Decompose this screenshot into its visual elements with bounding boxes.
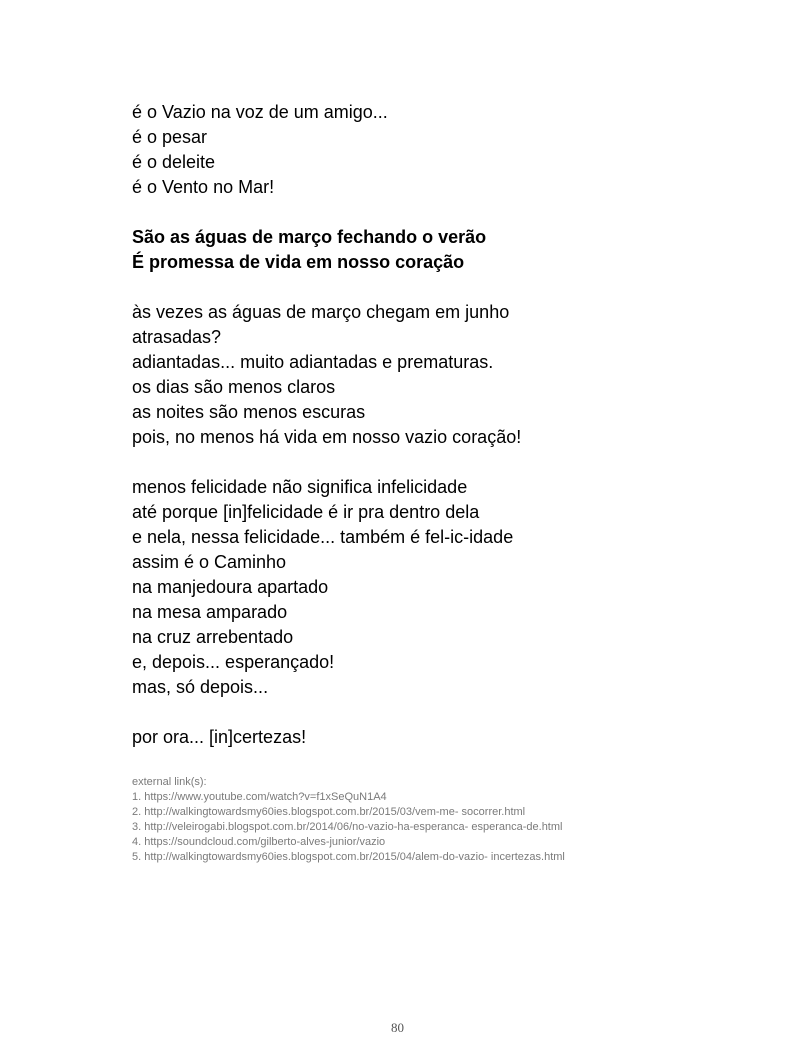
stanza-3 <box>132 300 772 450</box>
stanza-2-refrain <box>132 225 772 275</box>
poem-line: é o pesar <box>132 127 208 147</box>
page-number: 80 <box>391 1020 404 1035</box>
poem-line: os dias são menos claros <box>132 377 336 397</box>
external-links <box>132 775 772 865</box>
poem-line: às vezes as águas de março chegam em junho <box>132 302 510 322</box>
poem-line: até porque [in]felicidade é ir pra dentro dela <box>132 502 480 522</box>
poem-line: atrasadas? <box>132 327 222 347</box>
poem-line: e nela, nessa felicidade... também é fel-ic-idade <box>132 527 514 547</box>
poem-line: menos felicidade não significa infelicidade <box>132 477 468 497</box>
external-link-1[interactable]: 1. https://www.youtube.com/watch?v=f1xSeQuN1A4 <box>132 791 387 803</box>
refrain-line: São as águas de março fechando o verão <box>132 227 487 247</box>
poem-line: na manjedoura apartado <box>132 577 329 597</box>
poem-line: pois, no menos há vida em nosso vazio coração! <box>132 427 522 447</box>
poem-line: e, depois... esperançado! <box>132 652 335 672</box>
poem-line: mas, só depois... <box>132 677 269 697</box>
external-link-5[interactable]: 5. http://walkingtowardsmy60ies.blogspot.com.br/2015/04/alem-do-vazio- incertezas.html <box>132 851 565 863</box>
poem-line: adiantadas... muito adiantadas e prematuras. <box>132 352 494 372</box>
poem-line: por ora... [in]certezas! <box>132 727 307 747</box>
poem-line: é o deleite <box>132 152 216 172</box>
stanza-4 <box>132 475 772 700</box>
external-link-4[interactable]: 4. https://soundcloud.com/gilberto-alves-junior/vazio <box>132 836 386 848</box>
poem-line: assim é o Caminho <box>132 552 287 572</box>
refrain-line: É promessa de vida em nosso coração <box>132 252 465 272</box>
poem-line: na mesa amparado <box>132 602 288 622</box>
external-link-3[interactable]: 3. http://veleirogabi.blogspot.com.br/2014/06/no-vazio-ha-esperanca- esperanca-de.html <box>132 821 563 833</box>
stanza-1 <box>132 100 772 200</box>
poem-line: é o Vento no Mar! <box>132 177 275 197</box>
poem-line: as noites são menos escuras <box>132 402 366 422</box>
external-link-2[interactable]: 2. http://walkingtowardsmy60ies.blogspot.com.br/2015/03/vem-me- socorrer.html <box>132 806 526 818</box>
links-heading: external link(s): <box>132 776 207 788</box>
poem-page <box>132 100 772 865</box>
stanza-5 <box>132 725 772 750</box>
poem-line: na cruz arrebentado <box>132 627 294 647</box>
poem-line: é o Vazio na voz de um amigo... <box>132 102 388 122</box>
